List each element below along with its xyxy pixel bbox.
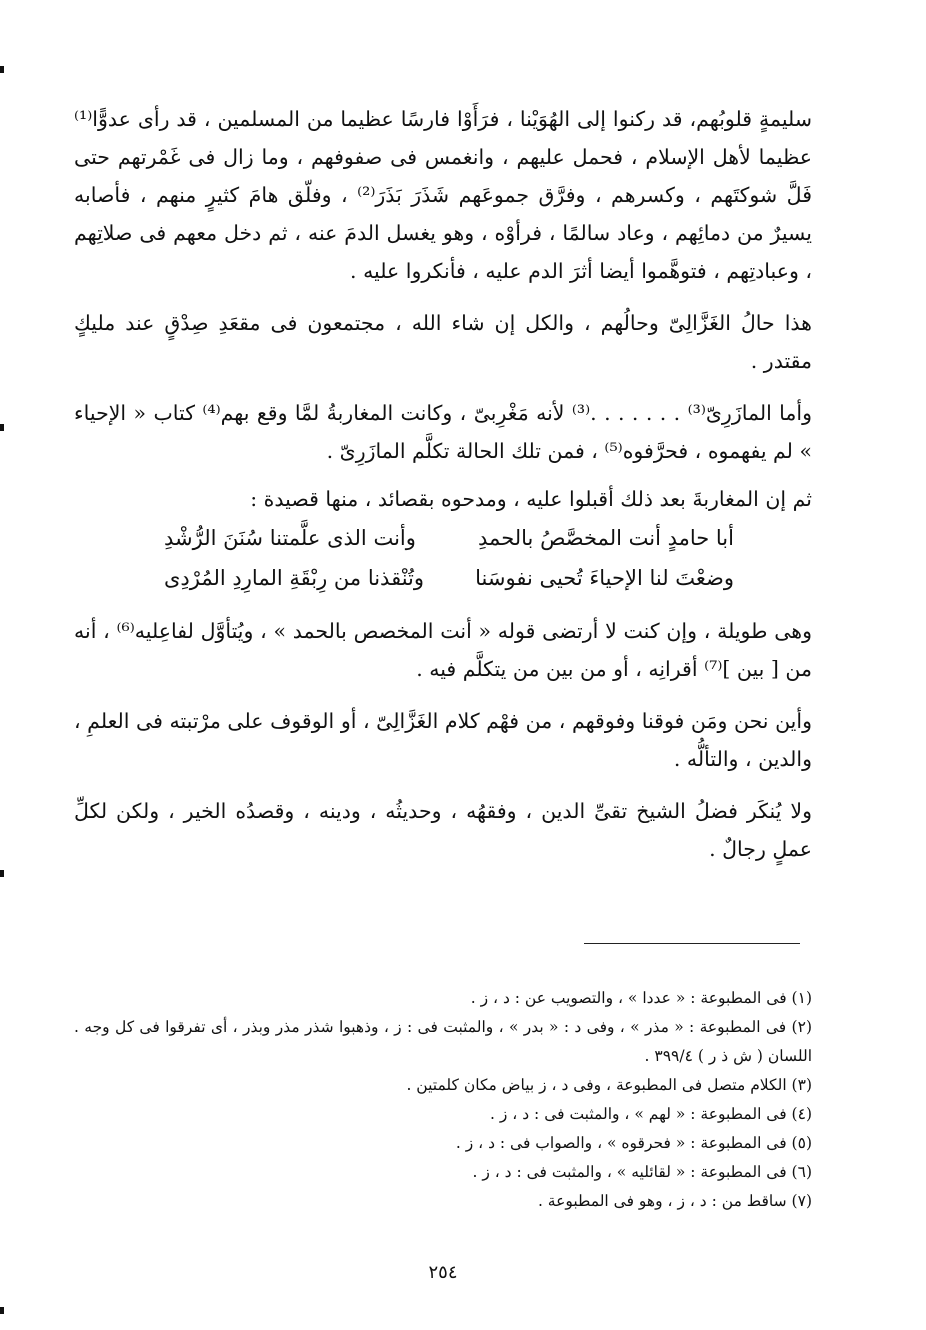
verse-second-hemistich: وأنت الذى علَّمتنا سُنَنَ الرُّشْدِ xyxy=(164,526,416,550)
footnotes xyxy=(74,984,812,1216)
verse-first-hemistich: أبا حامدٍ أنت المخصَّصُ بالحمدِ xyxy=(478,526,734,550)
main-text xyxy=(74,100,812,868)
body-paragraph: وهى طويلة ، وإن كنت لا أرتضى قوله « أنت المخصص بالحمد » ، ويُتأوَّل لفاعِليه⁽⁶⁾ ، أنه من [ بين ]⁽⁷⁾ أقرانِه ، أو من بين من يتكلَّم فيه . xyxy=(74,619,812,681)
body-paragraph: ولا يُنكَر فضلُ الشيخ تقىِّ الدين ، وفقهُه ، وحديثُه ، ودينه ، وقصدُه الخير ، ولكن لكلِّ عملٍ رجالٌ . xyxy=(74,799,812,861)
footnote: (٧) ساقط من : د ، ز ، وهو فى المطبوعة . xyxy=(537,1192,812,1210)
poem-verse xyxy=(74,558,812,598)
footnote: (٢) فى المطبوعة : « مذر » ، وفى د : « بدر » ، والمثبت فى : ز ، وذهبوا شذر مذر وبذر ، أى تفرقوا فى كل وجه . اللسان ( ش ذ ر ) ٣٩٩/٤ . xyxy=(74,1018,812,1065)
scan-edge-mark xyxy=(0,870,4,877)
poem-verse xyxy=(74,518,812,558)
body-paragraph: وأين نحن ومَن فوقنا وفوقهم ، من فهْم كلام الغَزَّالِىّ ، أو الوقوف على مرْتبته فى العلمِ ، والدين ، والتألُّه . xyxy=(74,709,812,771)
verse-second-hemistich: وتُنْقذنا من رِبْقَةِ المارِدِ المُرْدِى xyxy=(164,566,425,590)
poem-intro: ثم إن المغاربةَ بعد ذلك أقبلوا عليه ، ومدحوه بقصائد ، منها قصيدة : xyxy=(250,487,812,511)
body-paragraph: سليمةٍ قلوبُهم، قد ركنوا إلى الهُوَيْنا ، فرَأَوْا فارسًا عظيما من المسلمين ، قد رأى عدوًّا⁽¹⁾ عظيما لأهل الإسلام ، فحمل عليهم ، وانغمس فى صفوفهم ، وما زال فى غَمْرتهم حتى فَلَّ شوكتَهم ، وكسرهم ، وفرَّق جموعَهم شَذَرَ بَذَرَ⁽²⁾ ، وفلّق هامَ كثيرٍ منهم ، فأصابه يسيرٌ من دمائِهم ، وعاد سالمًا ، فرأوْه ، وهو يغسل الدمَ عنه ، ثم دخل معهم فى صلاتِهم ، وعبادتِهم ، فتوهَّموا أيضا أثرَ الدم عليه ، فأنكروا عليه . xyxy=(74,107,812,283)
verse-first-hemistich: وضعْتَ لنا الإحياءَ تُحيى نفوسَنا xyxy=(475,566,734,590)
footnote: (١) فى المطبوعة : « عددا » ، والتصويب عن : د ، ز . xyxy=(470,989,812,1007)
scan-edge-mark xyxy=(0,424,4,431)
footnote-separator xyxy=(584,943,800,944)
footnote: (٤) فى المطبوعة : « لهم » ، والمثبت فى : د ، ز . xyxy=(490,1105,812,1123)
footnote: (٦) فى المطبوعة : « لقائليه » ، والمثبت فى : د ، ز . xyxy=(472,1163,812,1181)
body-paragraph: هذا حالُ الغَزَّالِىّ وحالُهم ، والكل إن شاء الله ، مجتمعون فى مقعَدِ صِدْقٍ عند مليكٍ مقتدر . xyxy=(74,311,812,373)
scan-edge-mark xyxy=(0,1307,4,1314)
footnote: (٣) الكلام متصل فى المطبوعة ، وفى د ، ز بياض مكان كلمتين . xyxy=(406,1076,812,1094)
footnote: (٥) فى المطبوعة : « فحرقوه » ، والصواب فى : د ، ز . xyxy=(455,1134,812,1152)
page-number: ٢٥٤ xyxy=(428,1262,458,1283)
body-paragraph: وأما المازَرِىّ⁽³⁾ . . . . . . .⁽³⁾ لأنه مَغْرِبىّ ، وكانت المغاربةُ لمَّا وقع بهم⁽⁴⁾ كتاب « الإحياء » لم يفهموه ، فحرَّفوه⁽⁵⁾ ، فمن تلك الحالة تكلَّم المازَرِىّ . xyxy=(74,401,812,463)
scan-edge-mark xyxy=(0,66,4,73)
